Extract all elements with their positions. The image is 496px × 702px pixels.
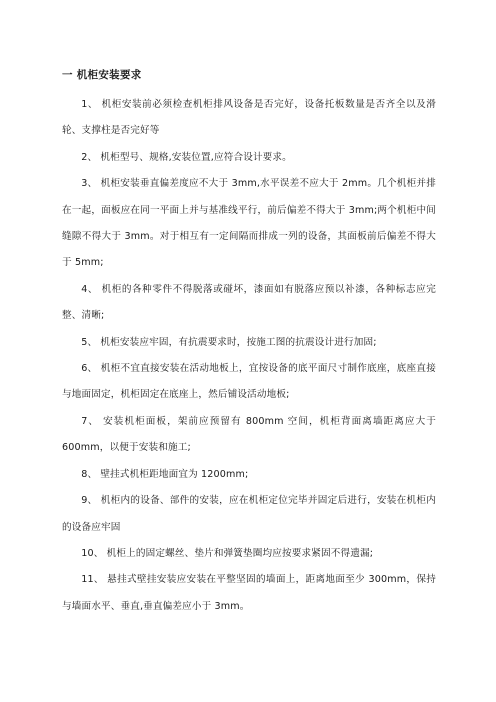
section-heading: 一 机柜安装要求 bbox=[62, 69, 142, 81]
requirement-item-8: 8、 壁挂式机柜距地面宜为 1200mm; bbox=[81, 468, 249, 480]
requirement-item-6: 6、 机柜不宜直接安装在活动地板上，宜按设备的底平面尺寸制作底座，底座直接与地面固定，机柜固定在底座上，然后铺设活动地板; bbox=[62, 363, 436, 401]
requirement-item-1: 1、 机柜安装前必须检查机柜排风设备是否完好，设备托板数量是否齐全以及滑轮、支撑柱是否完好等 bbox=[62, 99, 436, 137]
requirement-item-10: 10、 机柜上的固定螺丝、垫片和弹簧垫圈均应按要求紧固不得遗漏; bbox=[81, 547, 374, 559]
requirements-list bbox=[62, 92, 436, 620]
requirement-item-3: 3、 机柜安装垂直偏差度应不大于 3mm,水平误差不应大于 2mm。几个机柜并排在一起，面板应在同一平面上并与基准线平行，前后偏差不得大于 3mm;两个机柜中间缝隙不得大于 3mm。对于相互有一定间隔而排成一列的设备，其面板前后偏差不得大于 5mm; bbox=[62, 178, 436, 269]
requirement-item-5: 5、 机柜安装应牢固，有抗震要求时，按施工图的抗震设计进行加固; bbox=[81, 336, 377, 348]
requirement-item-7: 7、 安装机柜面板，架前应预留有 800mm 空间，机柜背面离墙距离应大于 600mm，以便于安装和施工; bbox=[62, 415, 436, 454]
requirement-item-2: 2、 机柜型号、规格,安装位置,应符合设计要求。 bbox=[81, 151, 292, 163]
requirement-item-9: 9、 机柜内的设备、部件的安装，应在机柜定位完毕并固定后进行，安装在机柜内的设备应牢固 bbox=[62, 495, 436, 533]
requirement-item-4: 4、 机柜的各种零件不得脱落或碰坏，漆面如有脱落应预以补漆，各种标志应完整、清晰; bbox=[62, 283, 436, 322]
requirement-item-11: 11、 悬挂式壁挂安装应安装在平整坚固的墙面上，距离地面至少 300mm，保持与墙面水平、垂直,垂直偏差应小于 3mm。 bbox=[62, 574, 436, 612]
